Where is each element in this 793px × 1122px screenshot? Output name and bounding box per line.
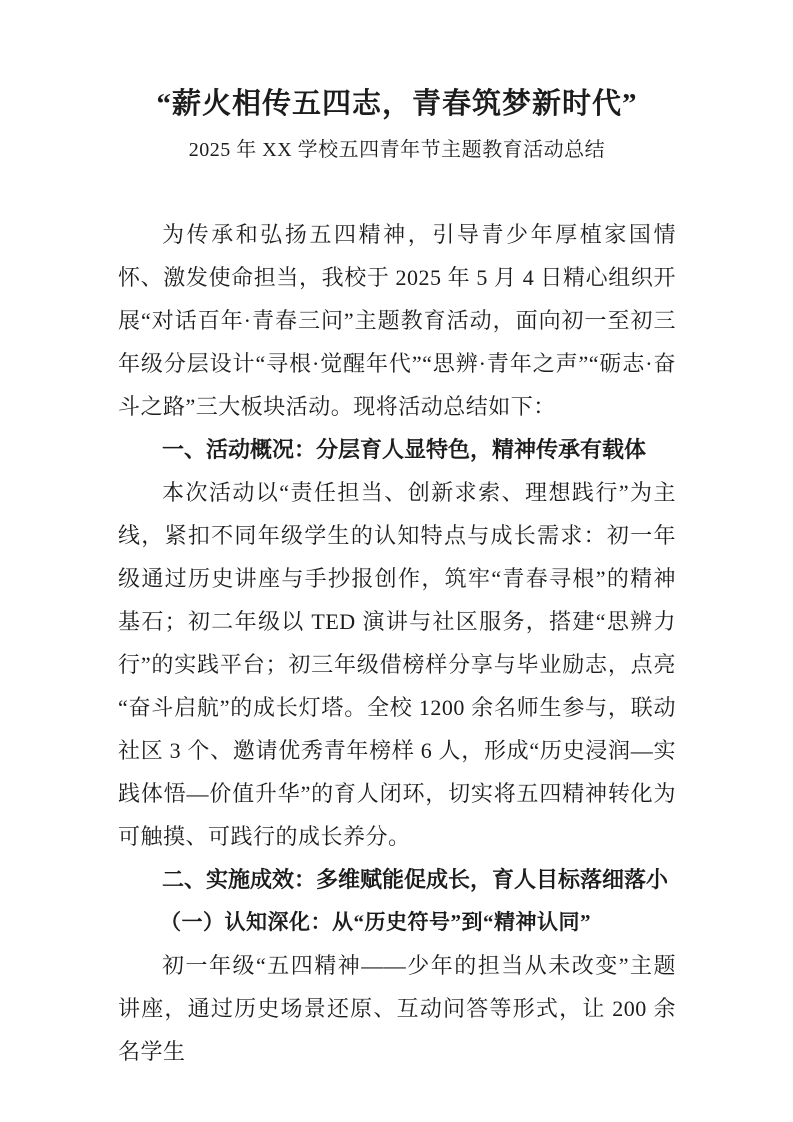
subsection-heading: （一）认知深化：从“历史符号”到“精神认同”	[160, 910, 591, 935]
section-heading-2: 二、实施成效：多维赋能促成长，育人目标落细落小	[162, 867, 669, 893]
body-paragraph: 本次活动以“责任担当、创新求索、理想践行”为主线，紧扣不同年级学生的认知特点与成长需求：初一年级通过历史讲座与手抄报创作，筑牢“青春寻根”的精神基石；初二年级以 TED 演讲与社区服务，搭建“思辨力行”的实践平台；初三年级借榜样分享与毕业励志，点亮“奋斗启航”的成长灯塔。全校 1200 余名师生参与，联动社区 3 个、邀请优秀青年榜样 6 人，形成“历史浸润—实践体悟—价值升华”的育人闭环，切实将五四精神转化为可触摸、可践行的成长养分。	[118, 480, 676, 850]
doc-title: “薪火相传五四志，青春筑梦新时代”	[156, 88, 638, 120]
body-paragraph: 初一年级“五四精神——少年的担当从未改变”主题讲座，通过历史场景还原、互动问答等形式，让 200 余名学生	[118, 953, 676, 1065]
doc-subtitle: 2025 年 XX 学校五四青年节主题教育活动总结	[188, 139, 606, 162]
doc-body	[118, 213, 676, 1073]
section-heading-1: 一、活动概况：分层育人显特色，精神传承有载体	[162, 437, 647, 463]
body-paragraph: 为传承和弘扬五四精神，引导青少年厚植家国情怀、激发使命担当，我校于 2025 年 5 月 4 日精心组织开展“对话百年·青春三问”主题教育活动，面向初一至初三年级分层设计“寻根·觉醒年代”“思辨·青年之声”“砺志·奋斗之路”三大板块活动。现将活动总结如下：	[118, 222, 676, 420]
